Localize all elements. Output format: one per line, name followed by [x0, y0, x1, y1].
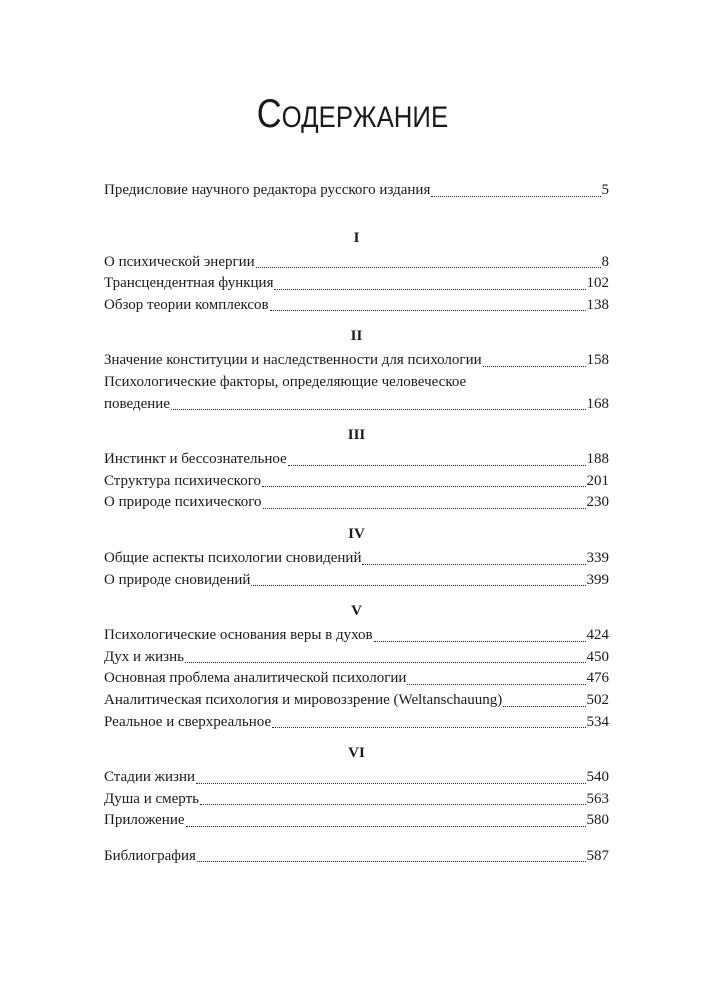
- toc-entry-page: 8: [601, 253, 609, 270]
- page-title-initial: С: [256, 92, 282, 136]
- toc-entry-page: 188: [586, 451, 609, 468]
- toc-entry-page: 450: [586, 648, 609, 665]
- toc-entry-page: 102: [586, 275, 609, 292]
- toc-entry-label: Обзор теории комплексов: [104, 296, 269, 313]
- toc-entry-bibliography[interactable]: [104, 846, 609, 868]
- page-title: [49, 92, 655, 136]
- toc-entry[interactable]: [104, 548, 609, 570]
- toc-entry[interactable]: [104, 273, 609, 295]
- toc-entry-page: 201: [586, 472, 609, 489]
- toc-entry[interactable]: [104, 647, 609, 669]
- toc-entry-label: Дух и жизнь: [104, 648, 184, 665]
- toc-entry[interactable]: [104, 570, 609, 592]
- toc-entry-page: 339: [586, 549, 609, 566]
- dot-leader: [483, 366, 586, 367]
- page-title-rest: ОДЕРЖАНИЕ: [281, 101, 449, 134]
- toc-entry-label: Стадии жизни: [104, 769, 196, 786]
- dot-leader: [185, 662, 586, 663]
- toc-entry-label: Трансцендентная функция: [104, 275, 274, 292]
- toc-entry-page: 230: [586, 494, 609, 511]
- toc-entry-label-line1: Психологические факторы, определяющие человеческое: [104, 373, 467, 390]
- toc-entry[interactable]: [104, 810, 609, 832]
- toc-entry[interactable]: [104, 668, 609, 690]
- dot-leader: [262, 486, 586, 487]
- dot-leader: [270, 310, 586, 311]
- toc-entry-page: 168: [586, 395, 609, 412]
- toc-entry-preface[interactable]: [104, 180, 609, 202]
- toc-entry-multiline[interactable]: [104, 372, 609, 415]
- dot-leader: [171, 409, 586, 410]
- toc-entry-label: Предисловие научного редактора русского издания: [104, 182, 431, 198]
- toc-entry-label: Инстинкт и бессознательное: [104, 451, 287, 468]
- dot-leader: [186, 826, 586, 827]
- dot-leader: [503, 706, 585, 707]
- toc-entry[interactable]: [104, 449, 609, 471]
- toc-entry-page: 5: [601, 182, 609, 198]
- toc-entry[interactable]: [104, 471, 609, 493]
- dot-leader: [251, 585, 585, 586]
- toc-entry[interactable]: [104, 625, 609, 647]
- toc-entry-page: 476: [586, 670, 609, 687]
- dot-leader: [288, 465, 586, 466]
- toc-entry-page: 158: [586, 352, 609, 369]
- table-of-contents: [104, 180, 609, 867]
- toc-entry-page: 399: [586, 571, 609, 588]
- toc-entry-label: Душа и смерть: [104, 790, 199, 807]
- toc-entry-label: Реальное и сверхреальное: [104, 713, 272, 730]
- toc-entry-page: 587: [586, 847, 609, 864]
- toc-entry-label: Общие аспекты психологии сновидений: [104, 549, 362, 566]
- toc-entry-continuation: [104, 394, 609, 416]
- dot-leader: [272, 727, 585, 728]
- dot-leader: [256, 267, 601, 268]
- toc-entry-label: О психической энергии: [104, 253, 255, 270]
- toc-entry-page: 563: [586, 790, 609, 807]
- toc-entry[interactable]: [104, 712, 609, 734]
- dot-leader: [362, 564, 585, 565]
- toc-entry-label: Структура психического: [104, 472, 261, 489]
- toc-entry-label: Психологические основания веры в духов: [104, 627, 373, 644]
- dot-leader: [374, 641, 586, 642]
- toc-entry[interactable]: [104, 350, 609, 372]
- dot-leader: [407, 684, 585, 685]
- toc-entry[interactable]: [104, 295, 609, 317]
- dot-leader: [274, 289, 585, 290]
- toc-entry-label: О природе сновидений: [104, 571, 251, 588]
- toc-entry-page: 580: [586, 812, 609, 829]
- toc-entry-label: Основная проблема аналитической психологии: [104, 670, 407, 687]
- dot-leader: [197, 861, 586, 862]
- section-heading-1: I: [353, 229, 360, 246]
- toc-entry-page: 540: [586, 769, 609, 786]
- toc-entry-label: Аналитическая психология и мировоззрение (Weltanschauung): [104, 691, 503, 708]
- dot-leader: [431, 196, 600, 197]
- toc-entry-label: О природе психического: [104, 494, 262, 511]
- section-heading-3: III: [347, 427, 366, 444]
- section-heading-6: VI: [348, 745, 365, 762]
- toc-entry[interactable]: [104, 767, 609, 789]
- section-heading-5: V: [351, 603, 362, 620]
- toc-entry-label: Библиография: [104, 847, 196, 864]
- section-heading-4: IV: [348, 525, 365, 542]
- toc-entry[interactable]: [104, 252, 609, 274]
- toc-entry[interactable]: [104, 492, 609, 514]
- dot-leader: [263, 508, 586, 509]
- toc-entry[interactable]: [104, 789, 609, 811]
- dot-leader: [200, 804, 586, 805]
- toc-entry[interactable]: [104, 690, 609, 712]
- section-heading-2: II: [350, 328, 363, 345]
- toc-entry-page: 534: [586, 713, 609, 730]
- toc-entry-label: Значение конституции и наследственности для психологии: [104, 352, 482, 369]
- toc-entry-page: 424: [586, 627, 609, 644]
- toc-entry-label: поведение: [104, 395, 170, 412]
- toc-entry-label: Приложение: [104, 812, 185, 829]
- dot-leader: [196, 783, 585, 784]
- toc-entry-page: 502: [586, 691, 609, 708]
- toc-entry-page: 138: [586, 296, 609, 313]
